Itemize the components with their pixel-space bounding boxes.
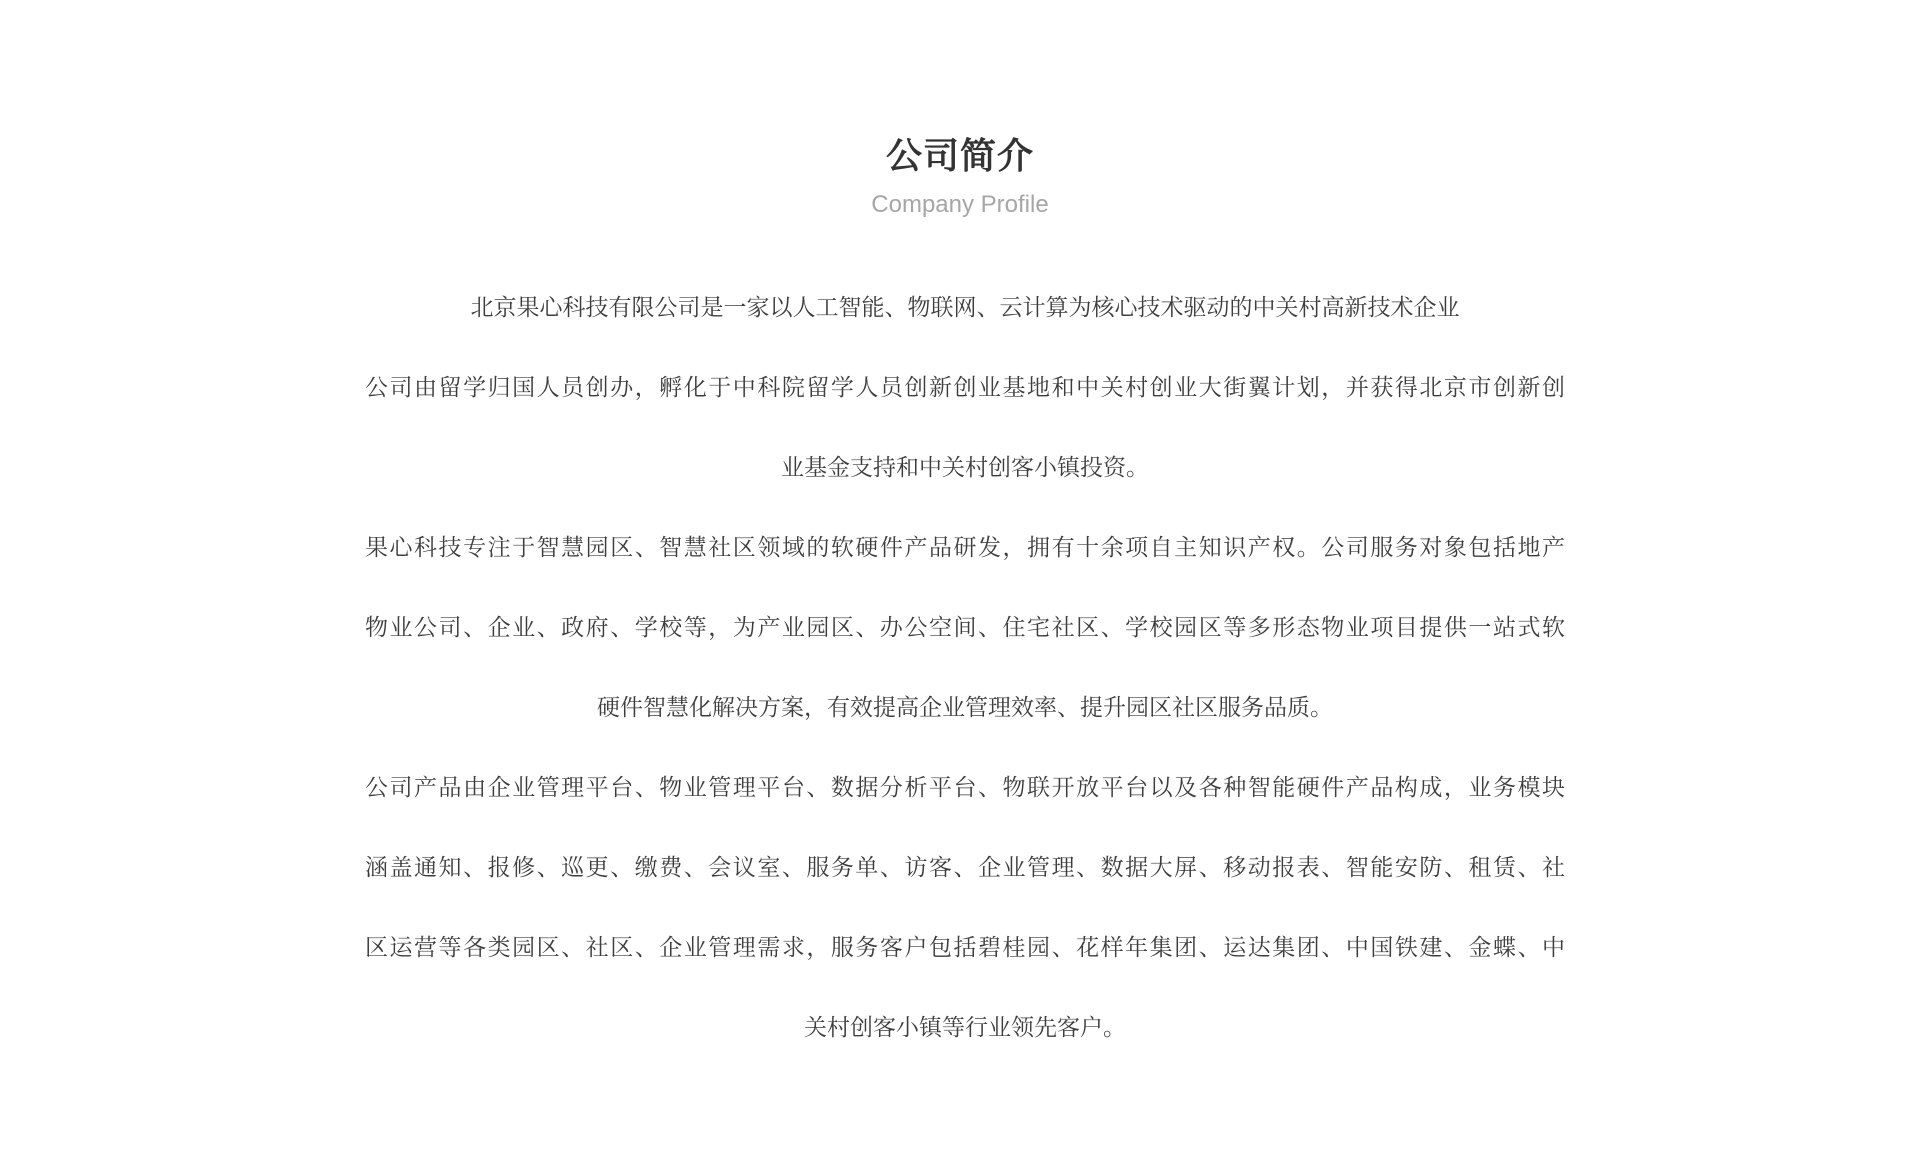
- paragraph-line: 公司产品由企业管理平台、物业管理平台、数据分析平台、物联开放平台以及各种智能硬件产品构成，业务模块: [365, 775, 1565, 801]
- paragraph-line: 物业公司、企业、政府、学校等，为产业园区、办公空间、住宅社区、学校园区等多形态物业项目提供一站式软: [365, 615, 1565, 641]
- paragraph-line: 涵盖通知、报修、巡更、缴费、会议室、服务单、访客、企业管理、数据大屏、移动报表、智能安防、租赁、社: [365, 855, 1565, 881]
- paragraph-line: 公司由留学归国人员创办，孵化于中科院留学人员创新创业基地和中关村创业大街翼计划，并获得北京市创新创: [365, 375, 1565, 401]
- section-title: 公司简介: [885, 136, 1034, 177]
- paragraph-line: 区运营等各类园区、社区、企业管理需求，服务客户包括碧桂园、花样年集团、运达集团、中国铁建、金蝶、中: [365, 935, 1565, 961]
- paragraph-line: 果心科技专注于智慧园区、智慧社区领域的软硬件产品研发，拥有十余项自主知识产权。公司服务对象包括地产: [365, 535, 1565, 561]
- profile-body: [365, 286, 1565, 1086]
- paragraph-line: 关村创客小镇等行业领先客户。: [804, 1015, 1126, 1041]
- paragraph-line: 业基金支持和中关村创客小镇投资。: [781, 455, 1149, 481]
- paragraph-line: 硬件智慧化解决方案，有效提高企业管理效率、提升园区社区服务品质。: [597, 695, 1333, 721]
- section-subtitle: Company Profile: [871, 191, 1049, 218]
- paragraph-line: 北京果心科技有限公司是一家以人工智能、物联网、云计算为核心技术驱动的中关村高新技术企业: [470, 295, 1460, 321]
